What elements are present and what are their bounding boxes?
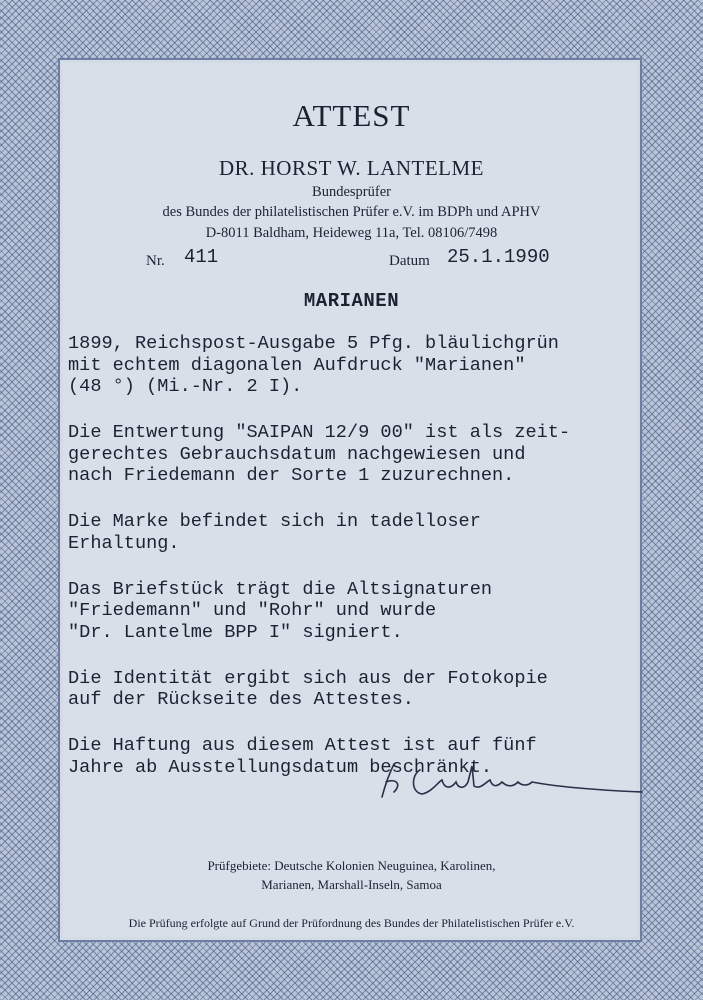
paragraph-identity: Die Identität ergibt sich aus der Fotokopie auf der Rückseite des Attestes. (68, 667, 548, 710)
paragraph-cancellation: Die Entwertung "SAIPAN 12/9 00" ist als zeit- gerechtes Gebrauchsdatum nachgewiesen und nach Friedemann der Sorte 1 zuzurechnen. (68, 422, 571, 486)
date-label: Datum (389, 253, 430, 269)
footer-testing-areas-2: Marianen, Marshall-Inseln, Samoa (261, 877, 442, 892)
footer-testing-areas-1: Prüfgebiete: Deutsche Kolonien Neuguinea, Karolinen, (207, 858, 496, 873)
paragraph-condition: Die Marke befindet sich in tadelloser Erhaltung. (68, 511, 481, 554)
paragraph-liability: Die Haftung aus diesem Attest ist auf fünf Jahre ab Ausstellungsdatum beschränkt. (68, 735, 537, 778)
examiner-address: D-8011 Baldham, Heideweg 11a, Tel. 08106/7498 (205, 225, 498, 241)
examiner-name: DR. HORST W. LANTELME (218, 156, 485, 180)
certificate-body (68, 333, 648, 803)
examiner-association: des Bundes der philatelistischen Prüfer e.V. im BDPh und APHV (162, 204, 541, 220)
date-value: 25.1.1990 (447, 246, 550, 268)
examiner-role: Bundesprüfer (312, 184, 391, 200)
handwritten-signature (372, 752, 652, 812)
number-label: Nr. (146, 253, 165, 269)
paragraph-signatures: Das Briefstück trägt die Altsignaturen "Friedemann" und "Rohr" und wurde "Dr. Lantelme BPP I" signiert. (68, 578, 493, 643)
number-value: 411 (184, 246, 219, 268)
footer-regulation-note: Die Prüfung erfolgte auf Grund der Prüfordnung des Bundes der Philatelistischen Prüfer e.V. (128, 916, 575, 930)
paragraph-description: 1899, Reichspost-Ausgabe 5 Pfg. bläulichgrün mit echtem diagonalen Aufdruck "Marianen" (48 °) (Mi.-Nr. 2 I). (68, 333, 559, 397)
certificate-title: ATTEST (292, 98, 411, 133)
stamp-area-heading: MARIANEN (303, 290, 400, 312)
